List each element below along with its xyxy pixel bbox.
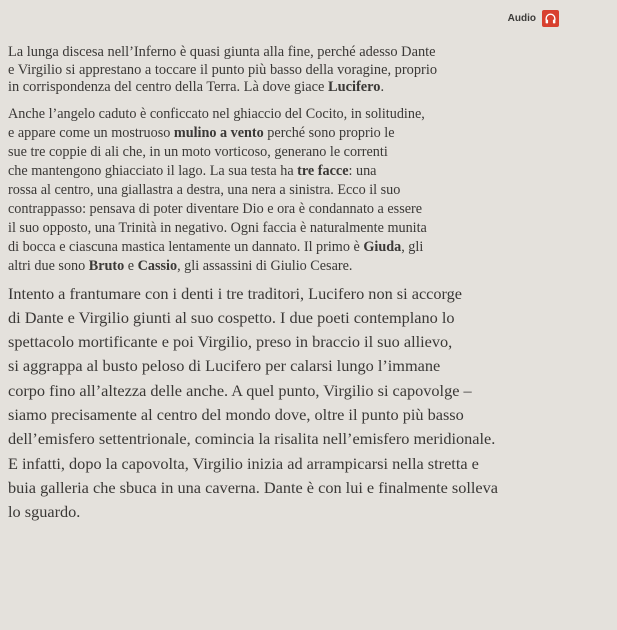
text-segment: rossa al centro, una giallastra a destra, una nera a sinistra. Ecco il suo — [8, 181, 401, 198]
text-segment: siamo precisamente al centro del mondo dove, oltre il punto più basso — [8, 404, 464, 424]
text-segment: : una — [348, 162, 377, 179]
text-segment: e Virgilio si apprestano a toccare il punto più basso della voragine, proprio — [8, 61, 438, 78]
text-segment: di Dante e Virgilio giunti al suo cospetto. I due poeti contemplano lo — [8, 307, 455, 327]
paragraph-3 — [8, 282, 606, 525]
text-segment: Anche l’angelo caduto è conficcato nel ghiaccio del Cocito, in solitudine, — [8, 105, 425, 122]
text-segment: , gli assassini di Giulio Cesare. — [177, 257, 353, 274]
bold-term: Giuda — [363, 238, 402, 255]
text-line — [8, 162, 606, 181]
text-segment: dell’emisfero settentrionale, comincia la risalita nell’emisfero meridionale. — [8, 429, 496, 449]
text-page — [8, 44, 606, 524]
audio-label[interactable]: Audio — [507, 13, 536, 24]
text-line — [8, 79, 606, 97]
text-line — [8, 306, 606, 330]
text-segment: , gli — [401, 238, 424, 255]
text-line — [8, 257, 606, 276]
text-segment: e — [124, 257, 138, 274]
text-segment: contrappasso: pensava di poter diventare Dio e ora è condannato a essere — [8, 200, 423, 217]
text-segment: E infatti, dopo la capovolta, Virgilio inizia ad arrampicarsi nella stretta e — [8, 453, 479, 473]
bold-term: Lucifero — [327, 79, 381, 95]
text-segment: il suo opposto, una Trinità in negativo. Ogni faccia è naturalmente munita — [8, 219, 427, 236]
text-line — [8, 219, 606, 238]
audio-control[interactable] — [508, 10, 559, 27]
text-line — [8, 44, 606, 62]
text-line — [8, 427, 606, 451]
text-line — [8, 238, 606, 257]
text-segment: spettacolo mortificante e poi Virgilio, preso in braccio il suo allievo, — [8, 332, 453, 352]
text-segment: in corrispondenza del centro della Terra. Là dove giace — [8, 79, 328, 95]
text-segment: di bocca e ciascuna mastica lentamente un dannato. Il primo è — [8, 238, 364, 255]
text-segment: buia galleria che sbuca in una caverna. Dante è con lui e finalmente solleva — [8, 477, 499, 497]
text-segment: perché sono proprio le — [263, 124, 395, 141]
text-line — [8, 403, 606, 427]
text-line — [8, 379, 606, 403]
bold-term: Cassio — [137, 257, 178, 274]
paragraph-2 — [8, 105, 606, 276]
text-segment: Intento a frantumare con i denti i tre traditori, Lucifero non si accorge — [8, 283, 463, 303]
text-line — [8, 282, 606, 306]
bold-term: tre facce — [297, 162, 349, 179]
text-segment: e appare come un mostruoso — [8, 124, 174, 141]
bold-term: Bruto — [88, 257, 125, 274]
text-segment: sue tre coppie di ali che, in un moto vorticoso, generano le correnti — [8, 143, 388, 160]
text-line — [8, 476, 606, 500]
text-segment: corpo fino all’altezza delle anche. A quel punto, Virgilio si capovolge – — [8, 380, 472, 400]
paragraph-1 — [8, 44, 606, 97]
text-line — [8, 62, 606, 80]
text-line — [8, 452, 606, 476]
text-line — [8, 124, 606, 143]
text-segment: La lunga discesa nell’Inferno è quasi giunta alla fine, perché adesso Dante — [8, 44, 436, 60]
headphones-icon[interactable] — [542, 10, 559, 27]
text-line — [8, 181, 606, 200]
text-segment: . — [380, 79, 385, 95]
text-segment: che mantengono ghiacciato il lago. La sua testa ha — [8, 162, 298, 179]
text-line — [8, 500, 606, 524]
text-line — [8, 143, 606, 162]
text-segment: altri due sono — [8, 257, 89, 274]
text-segment: lo sguardo. — [8, 502, 81, 522]
text-line — [8, 354, 606, 378]
text-line — [8, 200, 606, 219]
text-line — [8, 105, 606, 124]
text-line — [8, 330, 606, 354]
bold-term: mulino a vento — [173, 124, 264, 141]
text-segment: si aggrappa al busto peloso di Lucifero per calarsi lungo l’immane — [8, 356, 441, 376]
